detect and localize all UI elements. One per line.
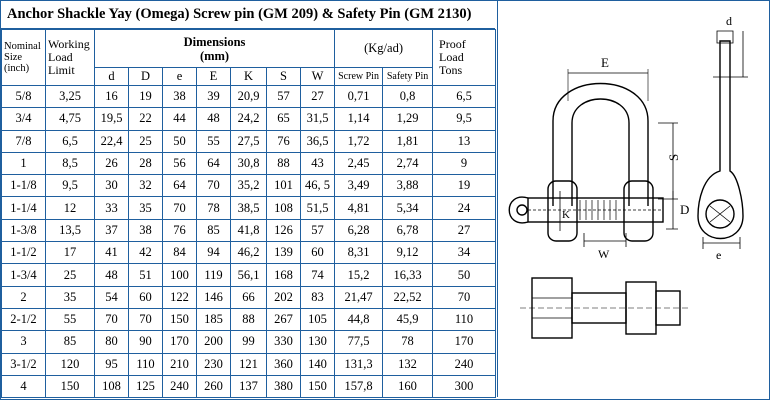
table-cell: 27,5 (231, 130, 267, 152)
table-cell: 360 (267, 353, 301, 375)
table-cell: 30,8 (231, 152, 267, 174)
table-cell: 25 (129, 130, 163, 152)
table-cell: 25 (46, 264, 95, 286)
table-cell: 85 (197, 219, 231, 241)
header-dim-D: D (129, 68, 163, 86)
table-cell: 57 (267, 86, 301, 108)
table-cell: 38 (129, 219, 163, 241)
table-cell: 90 (129, 331, 163, 353)
header-dimensions (95, 30, 335, 68)
table-cell: 55 (46, 308, 95, 330)
table-cell: 131,3 (335, 353, 383, 375)
table-cell: 6,28 (335, 219, 383, 241)
table-cell: 26 (95, 152, 129, 174)
header-nominal-size (2, 30, 46, 86)
table-cell: 84 (163, 242, 197, 264)
table-cell: 300 (433, 375, 496, 397)
dim-line-D (666, 191, 678, 229)
table-cell: 210 (163, 353, 197, 375)
header-dim-W: W (301, 68, 335, 86)
table-cell: 76 (163, 219, 197, 241)
table-cell: 22 (129, 108, 163, 130)
table-cell: 240 (433, 353, 496, 375)
header-text: (mm) (199, 48, 230, 63)
table-cell: 33 (95, 197, 129, 219)
bow-inner (572, 99, 629, 206)
header-text: Dimensions (183, 34, 246, 49)
table-cell: 3,49 (335, 175, 383, 197)
diagram-panel (497, 1, 768, 397)
table-cell: 2,74 (383, 152, 433, 174)
table-cell: 108 (267, 197, 301, 219)
table-cell: 38 (163, 86, 197, 108)
table-cell: 4,75 (46, 108, 95, 130)
table-cell: 9 (433, 152, 496, 174)
table-cell: 17 (46, 242, 95, 264)
table-row (2, 86, 496, 108)
header-text: Load (439, 50, 464, 64)
table-cell: 126 (267, 219, 301, 241)
page-title: Anchor Shackle Yay (Omega) Screw pin (GM 209) & Safety Pin (GM 2130) (1, 1, 495, 29)
side-view-body (698, 41, 743, 239)
table-cell: 46, 5 (301, 175, 335, 197)
table-cell: 100 (163, 264, 197, 286)
table-cell: 125 (129, 375, 163, 397)
table-cell: 139 (267, 242, 301, 264)
header-dim-S: S (267, 68, 301, 86)
table-cell: 0,8 (383, 86, 433, 108)
spec-panel (1, 1, 495, 397)
table-cell: 240 (163, 375, 197, 397)
table-cell: 6,5 (433, 86, 496, 108)
table-row (2, 108, 496, 130)
table-cell: 35 (129, 197, 163, 219)
table-cell: 30 (95, 175, 129, 197)
table-cell: 37 (95, 219, 129, 241)
table-cell: 60 (301, 242, 335, 264)
table-cell: 146 (197, 286, 231, 308)
table-cell: 35 (46, 286, 95, 308)
table-cell: 4 (2, 375, 46, 397)
table-cell: 32 (129, 175, 163, 197)
label-e: e (716, 248, 722, 262)
table-cell: 27 (301, 86, 335, 108)
table-cell: 70 (197, 175, 231, 197)
table-cell: 150 (301, 375, 335, 397)
table-cell: 43 (301, 152, 335, 174)
table-cell: 56 (163, 152, 197, 174)
table-row (2, 331, 496, 353)
table-cell: 1-1/4 (2, 197, 46, 219)
table-cell: 260 (197, 375, 231, 397)
table-cell: 3 (2, 331, 46, 353)
table-cell: 88 (267, 152, 301, 174)
table-cell: 94 (197, 242, 231, 264)
header-weight: (Kg/ad) (335, 30, 433, 68)
table-cell: 119 (197, 264, 231, 286)
table-cell: 16 (95, 86, 129, 108)
table-cell: 150 (163, 308, 197, 330)
table-cell: 19 (433, 175, 496, 197)
table-cell: 80 (95, 331, 129, 353)
header-dim-K: K (231, 68, 267, 86)
table-cell: 64 (163, 175, 197, 197)
table-cell: 99 (231, 331, 267, 353)
header-screw-pin: Screw Pin (335, 68, 383, 86)
table-cell: 57 (301, 219, 335, 241)
table-cell: 41,8 (231, 219, 267, 241)
header-proof-load (433, 30, 496, 86)
table-cell: 160 (383, 375, 433, 397)
table-cell: 8,31 (335, 242, 383, 264)
table-row (2, 197, 496, 219)
table-cell: 88 (231, 308, 267, 330)
table-cell: 22,4 (95, 130, 129, 152)
table-cell: 85 (46, 331, 95, 353)
table-cell: 78 (197, 197, 231, 219)
table-cell: 70 (163, 197, 197, 219)
table-cell: 15,2 (335, 264, 383, 286)
pin-hole (517, 205, 527, 215)
table-cell: 1 (2, 152, 46, 174)
table-cell: 50 (433, 264, 496, 286)
shackle-diagram (498, 1, 768, 397)
table-cell: 6,5 (46, 130, 95, 152)
table-cell: 202 (267, 286, 301, 308)
table-cell: 60 (129, 286, 163, 308)
table-cell: 137 (231, 375, 267, 397)
bolt-shank (572, 293, 626, 323)
table-cell: 13 (433, 130, 496, 152)
table-cell: 70 (129, 308, 163, 330)
table-cell: 4,81 (335, 197, 383, 219)
table-row (2, 219, 496, 241)
table-cell: 330 (267, 331, 301, 353)
header-text: Working (48, 37, 90, 51)
table-cell: 200 (197, 331, 231, 353)
table-cell: 78 (383, 331, 433, 353)
header-text: Size (4, 52, 23, 63)
table-cell: 35,2 (231, 175, 267, 197)
header-text: (inch) (4, 63, 30, 74)
table-cell: 21,47 (335, 286, 383, 308)
table-cell: 9,5 (46, 175, 95, 197)
table-cell: 34 (433, 242, 496, 264)
table-cell: 48 (197, 108, 231, 130)
table-cell: 1,29 (383, 108, 433, 130)
table-cell: 170 (163, 331, 197, 353)
table-cell: 65 (267, 108, 301, 130)
table-row (2, 264, 496, 286)
table-cell: 45,9 (383, 308, 433, 330)
table-cell: 19,5 (95, 108, 129, 130)
label-W: W (598, 247, 610, 261)
table-cell: 1-3/8 (2, 219, 46, 241)
label-D: D (680, 202, 690, 217)
table-cell: 64 (197, 152, 231, 174)
table-cell: 140 (301, 353, 335, 375)
table-cell: 185 (197, 308, 231, 330)
table-cell: 168 (267, 264, 301, 286)
header-text: Limit (48, 63, 75, 77)
header-dim-d: d (95, 68, 129, 86)
pin-head (509, 197, 528, 223)
table-cell: 0,71 (335, 86, 383, 108)
table-cell: 77,5 (335, 331, 383, 353)
table-cell: 55 (197, 130, 231, 152)
table-cell: 9,5 (433, 108, 496, 130)
table-cell: 41 (95, 242, 129, 264)
table-row (2, 175, 496, 197)
header-safety-pin: Safety Pin (383, 68, 433, 86)
label-E: E (601, 55, 609, 70)
table-row (2, 353, 496, 375)
table-cell: 3,88 (383, 175, 433, 197)
header-dim-e: e (163, 68, 197, 86)
bow-outer (553, 84, 648, 207)
header-working-load (46, 30, 95, 86)
table-cell: 83 (301, 286, 335, 308)
table-cell: 3/4 (2, 108, 46, 130)
table-cell: 108 (95, 375, 129, 397)
table-cell: 2-1/2 (2, 308, 46, 330)
header-text: Load (48, 50, 73, 64)
table-cell: 22,52 (383, 286, 433, 308)
table-cell: 2 (2, 286, 46, 308)
label-K: K (562, 209, 570, 221)
table-cell: 170 (433, 331, 496, 353)
table-cell: 13,5 (46, 219, 95, 241)
header-dim-E: E (197, 68, 231, 86)
table-row (2, 242, 496, 264)
header-text: Nominal (4, 41, 41, 52)
table-cell: 122 (163, 286, 197, 308)
table-cell: 110 (433, 308, 496, 330)
table-cell: 54 (95, 286, 129, 308)
table-cell: 16,33 (383, 264, 433, 286)
table-cell: 39 (197, 86, 231, 108)
header-text: Tons (439, 63, 463, 77)
table-cell: 3,25 (46, 86, 95, 108)
table-cell: 27 (433, 219, 496, 241)
dim-line-W (584, 233, 626, 247)
table-cell: 24,2 (231, 108, 267, 130)
spec-table (1, 29, 496, 398)
table-cell: 51 (129, 264, 163, 286)
table-cell: 1,81 (383, 130, 433, 152)
table-cell: 95 (95, 353, 129, 375)
table-cell: 267 (267, 308, 301, 330)
label-d: d (726, 14, 732, 28)
table-cell: 19 (129, 86, 163, 108)
table-cell: 1-1/8 (2, 175, 46, 197)
table-cell: 9,12 (383, 242, 433, 264)
table-cell: 51,5 (301, 197, 335, 219)
table-cell: 70 (95, 308, 129, 330)
table-cell: 130 (301, 331, 335, 353)
table-cell: 31,5 (301, 108, 335, 130)
table-row (2, 286, 496, 308)
table-cell: 3-1/2 (2, 353, 46, 375)
table-cell: 121 (231, 353, 267, 375)
table-cell: 56,1 (231, 264, 267, 286)
table-cell: 380 (267, 375, 301, 397)
table-cell: 120 (46, 353, 95, 375)
header-text: Proof (439, 37, 466, 51)
table-cell: 101 (267, 175, 301, 197)
table-cell: 1-1/2 (2, 242, 46, 264)
table-cell: 150 (46, 375, 95, 397)
table-cell: 110 (129, 353, 163, 375)
table-row (2, 308, 496, 330)
table-cell: 48 (95, 264, 129, 286)
table-row (2, 375, 496, 397)
table-cell: 1,72 (335, 130, 383, 152)
side-view-cross (710, 206, 730, 222)
label-S: S (666, 153, 681, 161)
table-cell: 38,5 (231, 197, 267, 219)
table-cell: 42 (129, 242, 163, 264)
table-cell: 1-3/4 (2, 264, 46, 286)
table-cell: 5/8 (2, 86, 46, 108)
table-cell: 132 (383, 353, 433, 375)
table-cell: 8,5 (46, 152, 95, 174)
table-row (2, 130, 496, 152)
dim-ext-E (568, 69, 648, 101)
table-cell: 230 (197, 353, 231, 375)
table-cell: 36,5 (301, 130, 335, 152)
table-cell: 7/8 (2, 130, 46, 152)
table-cell: 50 (163, 130, 197, 152)
table-cell: 70 (433, 286, 496, 308)
table-cell: 28 (129, 152, 163, 174)
table-cell: 105 (301, 308, 335, 330)
table-cell: 1,14 (335, 108, 383, 130)
table-cell: 74 (301, 264, 335, 286)
table-row (2, 152, 496, 174)
table-cell: 2,45 (335, 152, 383, 174)
table-cell: 157,8 (335, 375, 383, 397)
table-cell: 66 (231, 286, 267, 308)
table-cell: 44,8 (335, 308, 383, 330)
table-cell: 24 (433, 197, 496, 219)
table-cell: 6,78 (383, 219, 433, 241)
table-cell: 20,9 (231, 86, 267, 108)
table-cell: 44 (163, 108, 197, 130)
table-cell: 76 (267, 130, 301, 152)
table-cell: 46,2 (231, 242, 267, 264)
table-cell: 5,34 (383, 197, 433, 219)
table-cell: 12 (46, 197, 95, 219)
spec-table-body (2, 86, 496, 398)
